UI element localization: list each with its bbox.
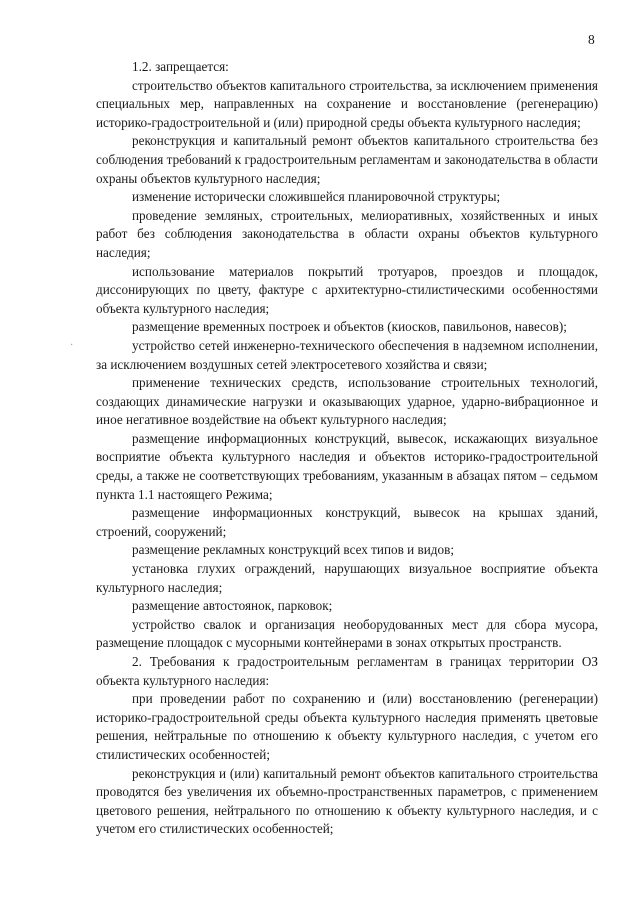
paragraph: изменение исторически сложившейся планировочной структуры;	[132, 189, 501, 205]
paragraph: размещение временных построек и объектов (киосков, павильонов, навесов);	[132, 319, 567, 335]
document-body	[96, 58, 598, 839]
section-heading-1-2: 1.2. запрещается:	[132, 59, 229, 74]
paragraph: устройство свалок и организация необорудованных мест для сбора мусора, размещение площадок с мусорными контейнерами в зонах открытых пространств.	[96, 616, 598, 651]
paragraph: реконструкция и (или) капитальный ремонт объектов капитального строительства проводятся без увеличения их объемно-пространственных параметров, с применением цветового решения, нейтрального по отношению к объекту культурного наследия, и с учетом его стилистических особенностей;	[96, 765, 598, 837]
paragraph: использование материалов покрытий тротуаров, проездов и площадок, диссонирующих по цвету, фактуре с архитектурно-стилистическими особенностями объекта культурного наследия;	[96, 263, 598, 316]
paragraph: размещение информационных конструкций, вывесок на крышах зданий, строений, сооружений;	[96, 505, 598, 539]
paragraph: проведение земляных, строительных, мелиоративных, хозяйственных и иных работ без соблюдения законодательства в области охраны объектов культурного наследия;	[96, 207, 598, 260]
paragraph: размещение автостоянок, парковок;	[132, 598, 333, 614]
paragraph: при проведении работ по сохранению и (или) восстановлению (регенерации) историко-градостроительной среды объекта культурного наследия применять цветовые решения, нейтральные по отношению к объекту культурного наследия, с учетом его стилистических особенностей;	[96, 691, 598, 762]
margin-mark: ·	[70, 340, 74, 351]
paragraph: реконструкция и капитальный ремонт объектов капитального строительства без соблюдения требований к градостроительным регламентам и законодательства в области охраны объектов культурного наследия;	[96, 133, 598, 186]
paragraph: применение технических средств, использование строительных технологий, создающих динамические нагрузки и оказывающих ударное, ударно-вибрационное и иное негативное воздействие на объект культурного наследия;	[96, 375, 598, 428]
paragraph: строительство объектов капитального строительства, за исключением применения специальных мер, направленных на сохранение и восстановление (регенерацию) историко-градостроительной и (или) природной среды объекта культурного наследия;	[96, 77, 598, 130]
paragraph: устройство сетей инженерно-технического обеспечения в надземном исполнении, за исключением воздушных сетей электросетевого хозяйства и связи;	[96, 337, 598, 372]
paragraph: размещение информационных конструкций, вывесок, искажающих визуальное восприятие объекта культурного наследия и объектов историко-градостроительной среды, а также не соответствующих требованиям, указанным в абзацах пятом – седьмом пункта 1.1 настоящего Режима;	[96, 430, 598, 502]
page-number: 8	[588, 32, 595, 47]
paragraph: размещение рекламных конструкций всех типов и видов;	[132, 542, 454, 558]
section-heading-2: 2. Требования к градостроительным регламентам в границах территории ОЗ объекта культурного наследия:	[96, 654, 598, 688]
paragraph: установка глухих ограждений, нарушающих визуальное восприятие объекта культурного наследия;	[96, 561, 598, 595]
